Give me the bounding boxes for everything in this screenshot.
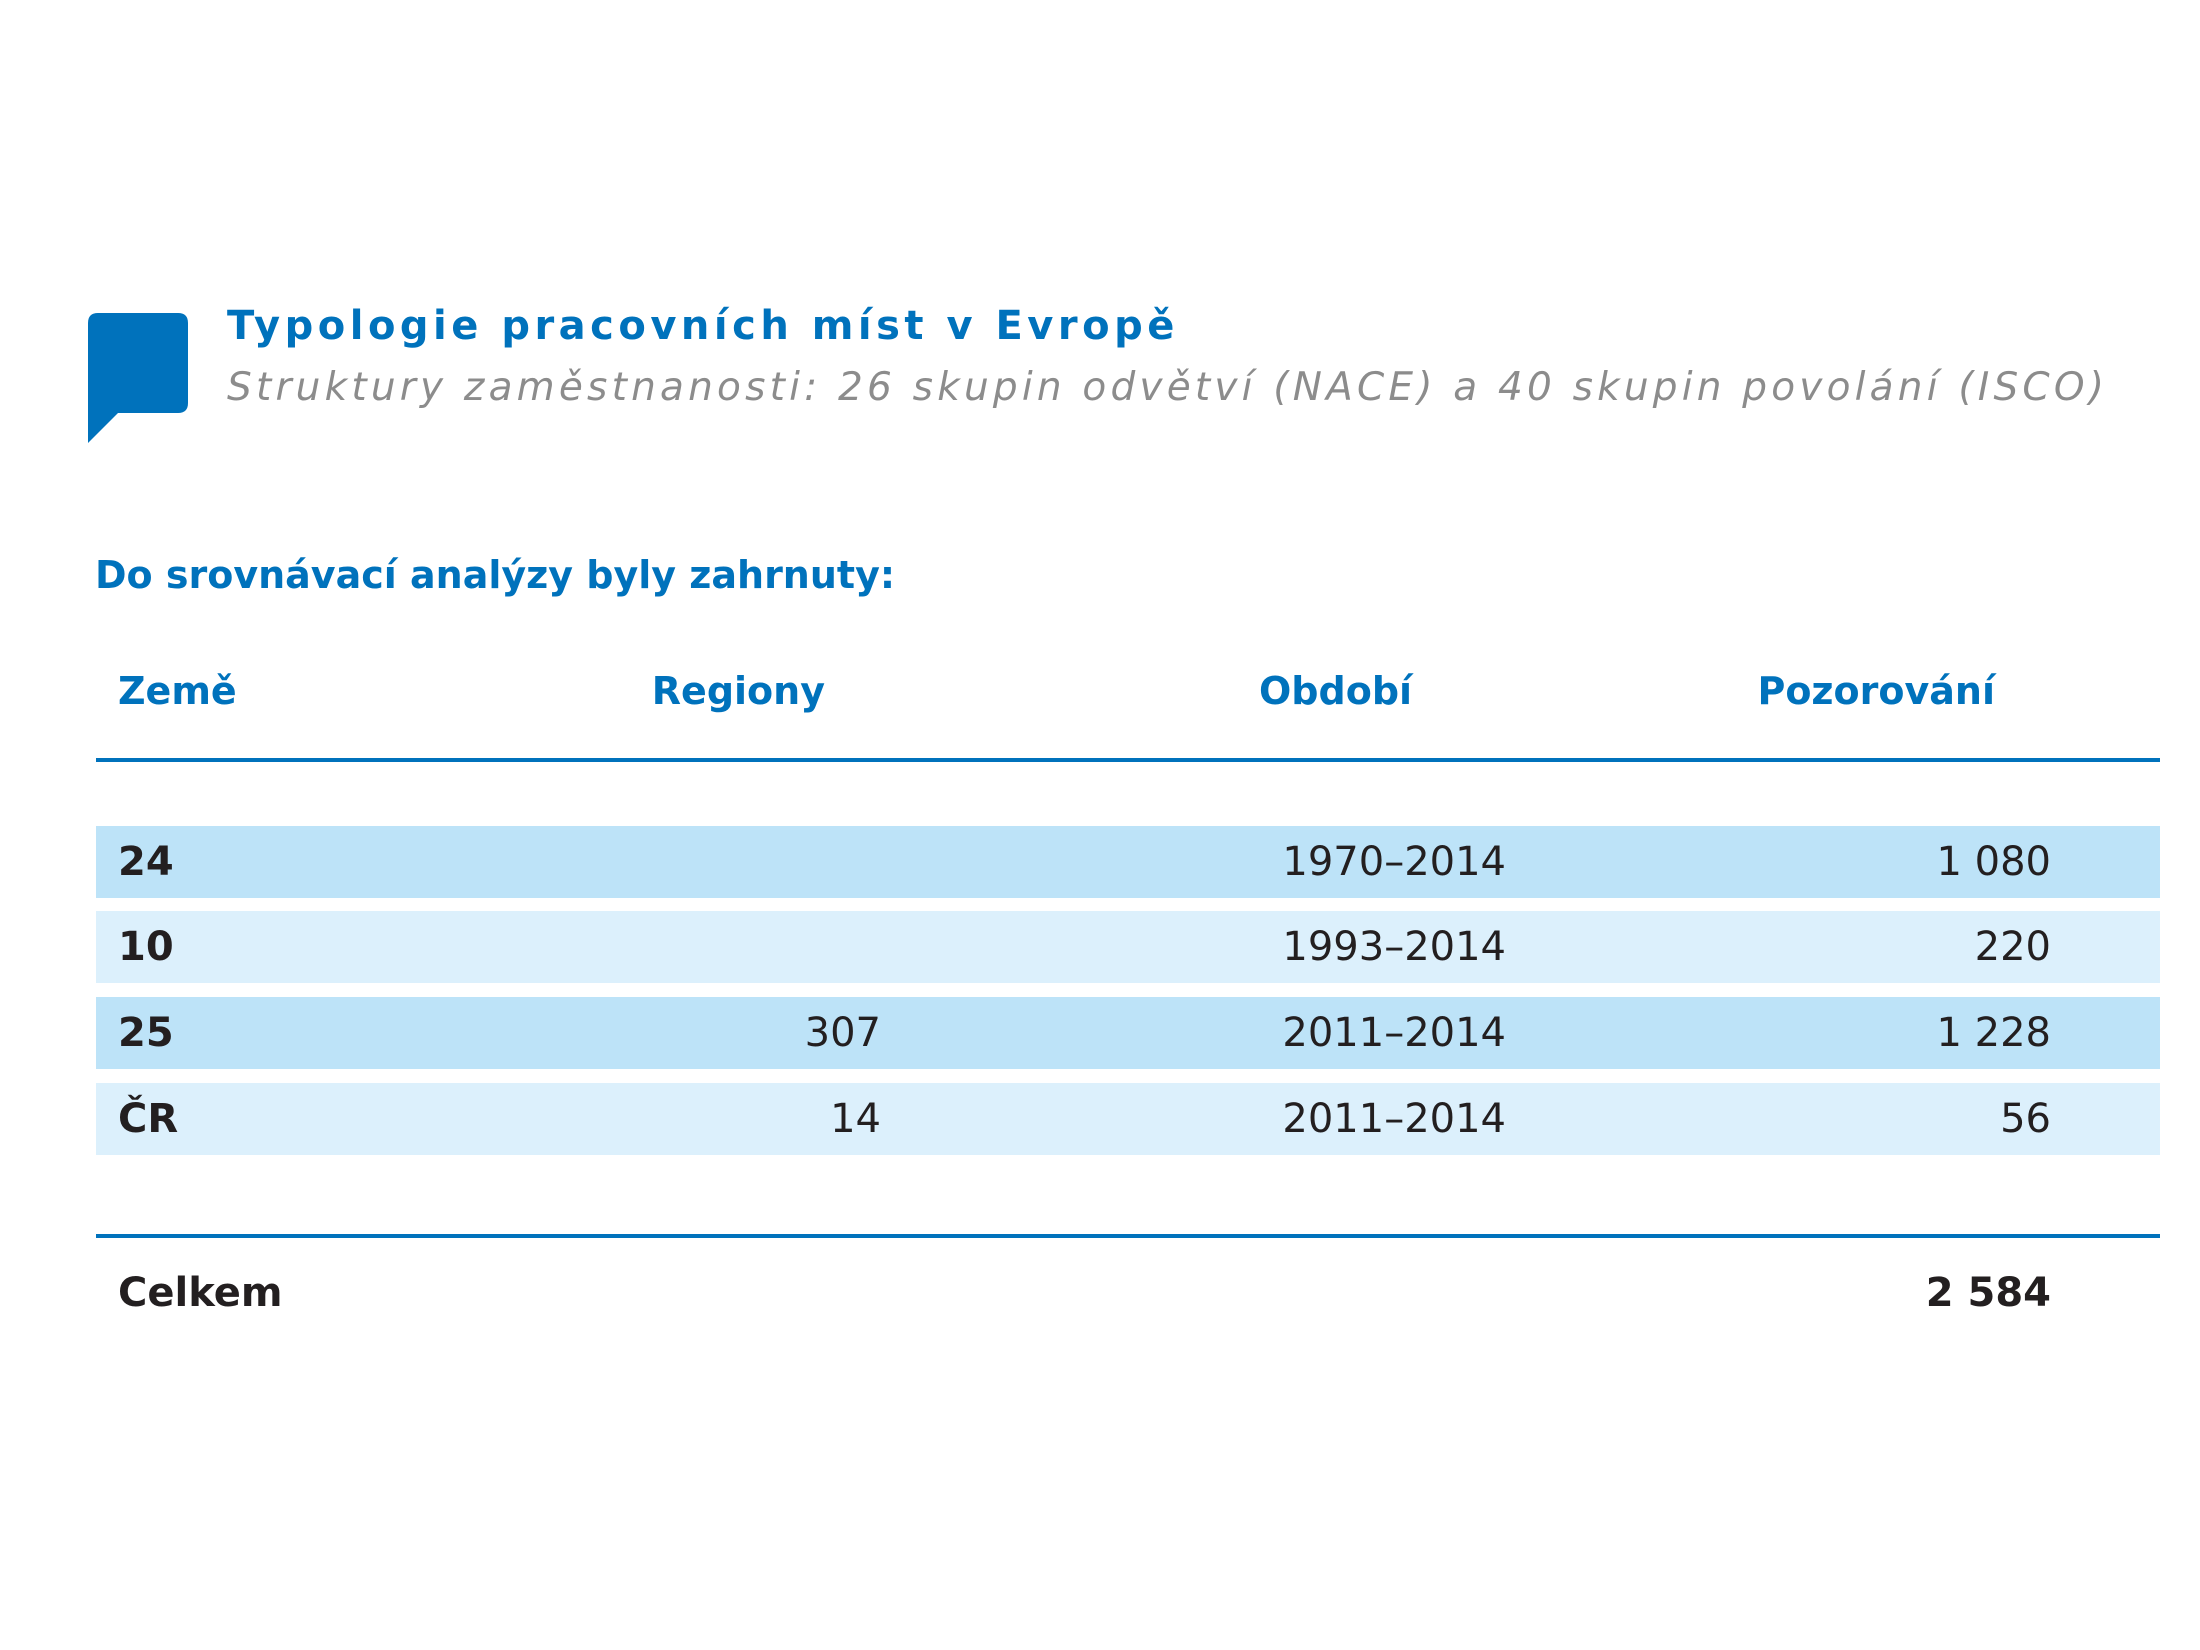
header-divider xyxy=(96,758,2160,762)
cell-zeme: 24 xyxy=(118,839,174,885)
table-row xyxy=(96,1083,2160,1155)
table-row xyxy=(96,826,2160,898)
column-header-zeme: Země xyxy=(118,669,237,713)
total-label: Celkem xyxy=(118,1270,283,1316)
cell-pozorovani: 56 xyxy=(2000,1096,2051,1142)
column-header-regiony: Regiony xyxy=(651,669,825,713)
cell-regiony: 14 xyxy=(830,1096,881,1142)
speech-bubble-shape xyxy=(88,313,188,443)
cell-zeme: 10 xyxy=(118,924,174,970)
cell-pozorovani: 220 xyxy=(1974,924,2051,970)
page-subtitle: Struktury zaměstnanosti: 26 skupin odvětví (NACE) a 40 skupin povolání (ISCO) xyxy=(227,365,2109,410)
cell-zeme: ČR xyxy=(118,1096,179,1142)
cell-pozorovani: 1 080 xyxy=(1936,839,2051,885)
column-header-pozorovani: Pozorování xyxy=(1757,669,1995,713)
cell-regiony: 307 xyxy=(804,1010,881,1056)
total-divider xyxy=(96,1234,2160,1238)
cell-obdobi: 1970–2014 xyxy=(1282,839,1506,885)
cell-pozorovani: 1 228 xyxy=(1936,1010,2051,1056)
total-row xyxy=(96,1268,2160,1318)
table-row xyxy=(96,911,2160,983)
total-value: 2 584 xyxy=(1925,1270,2051,1316)
page-title: Typologie pracovních míst v Evropě xyxy=(227,303,1179,349)
cell-obdobi: 2011–2014 xyxy=(1282,1010,1506,1056)
cell-obdobi: 2011–2014 xyxy=(1282,1096,1506,1142)
cell-zeme: 25 xyxy=(118,1010,174,1056)
intro-heading: Do srovnávací analýzy byly zahrnuty: xyxy=(95,553,896,597)
cell-obdobi: 1993–2014 xyxy=(1282,924,1506,970)
column-header-obdobi: Období xyxy=(1259,669,1413,713)
table-row xyxy=(96,997,2160,1069)
speech-bubble-icon xyxy=(88,313,188,443)
